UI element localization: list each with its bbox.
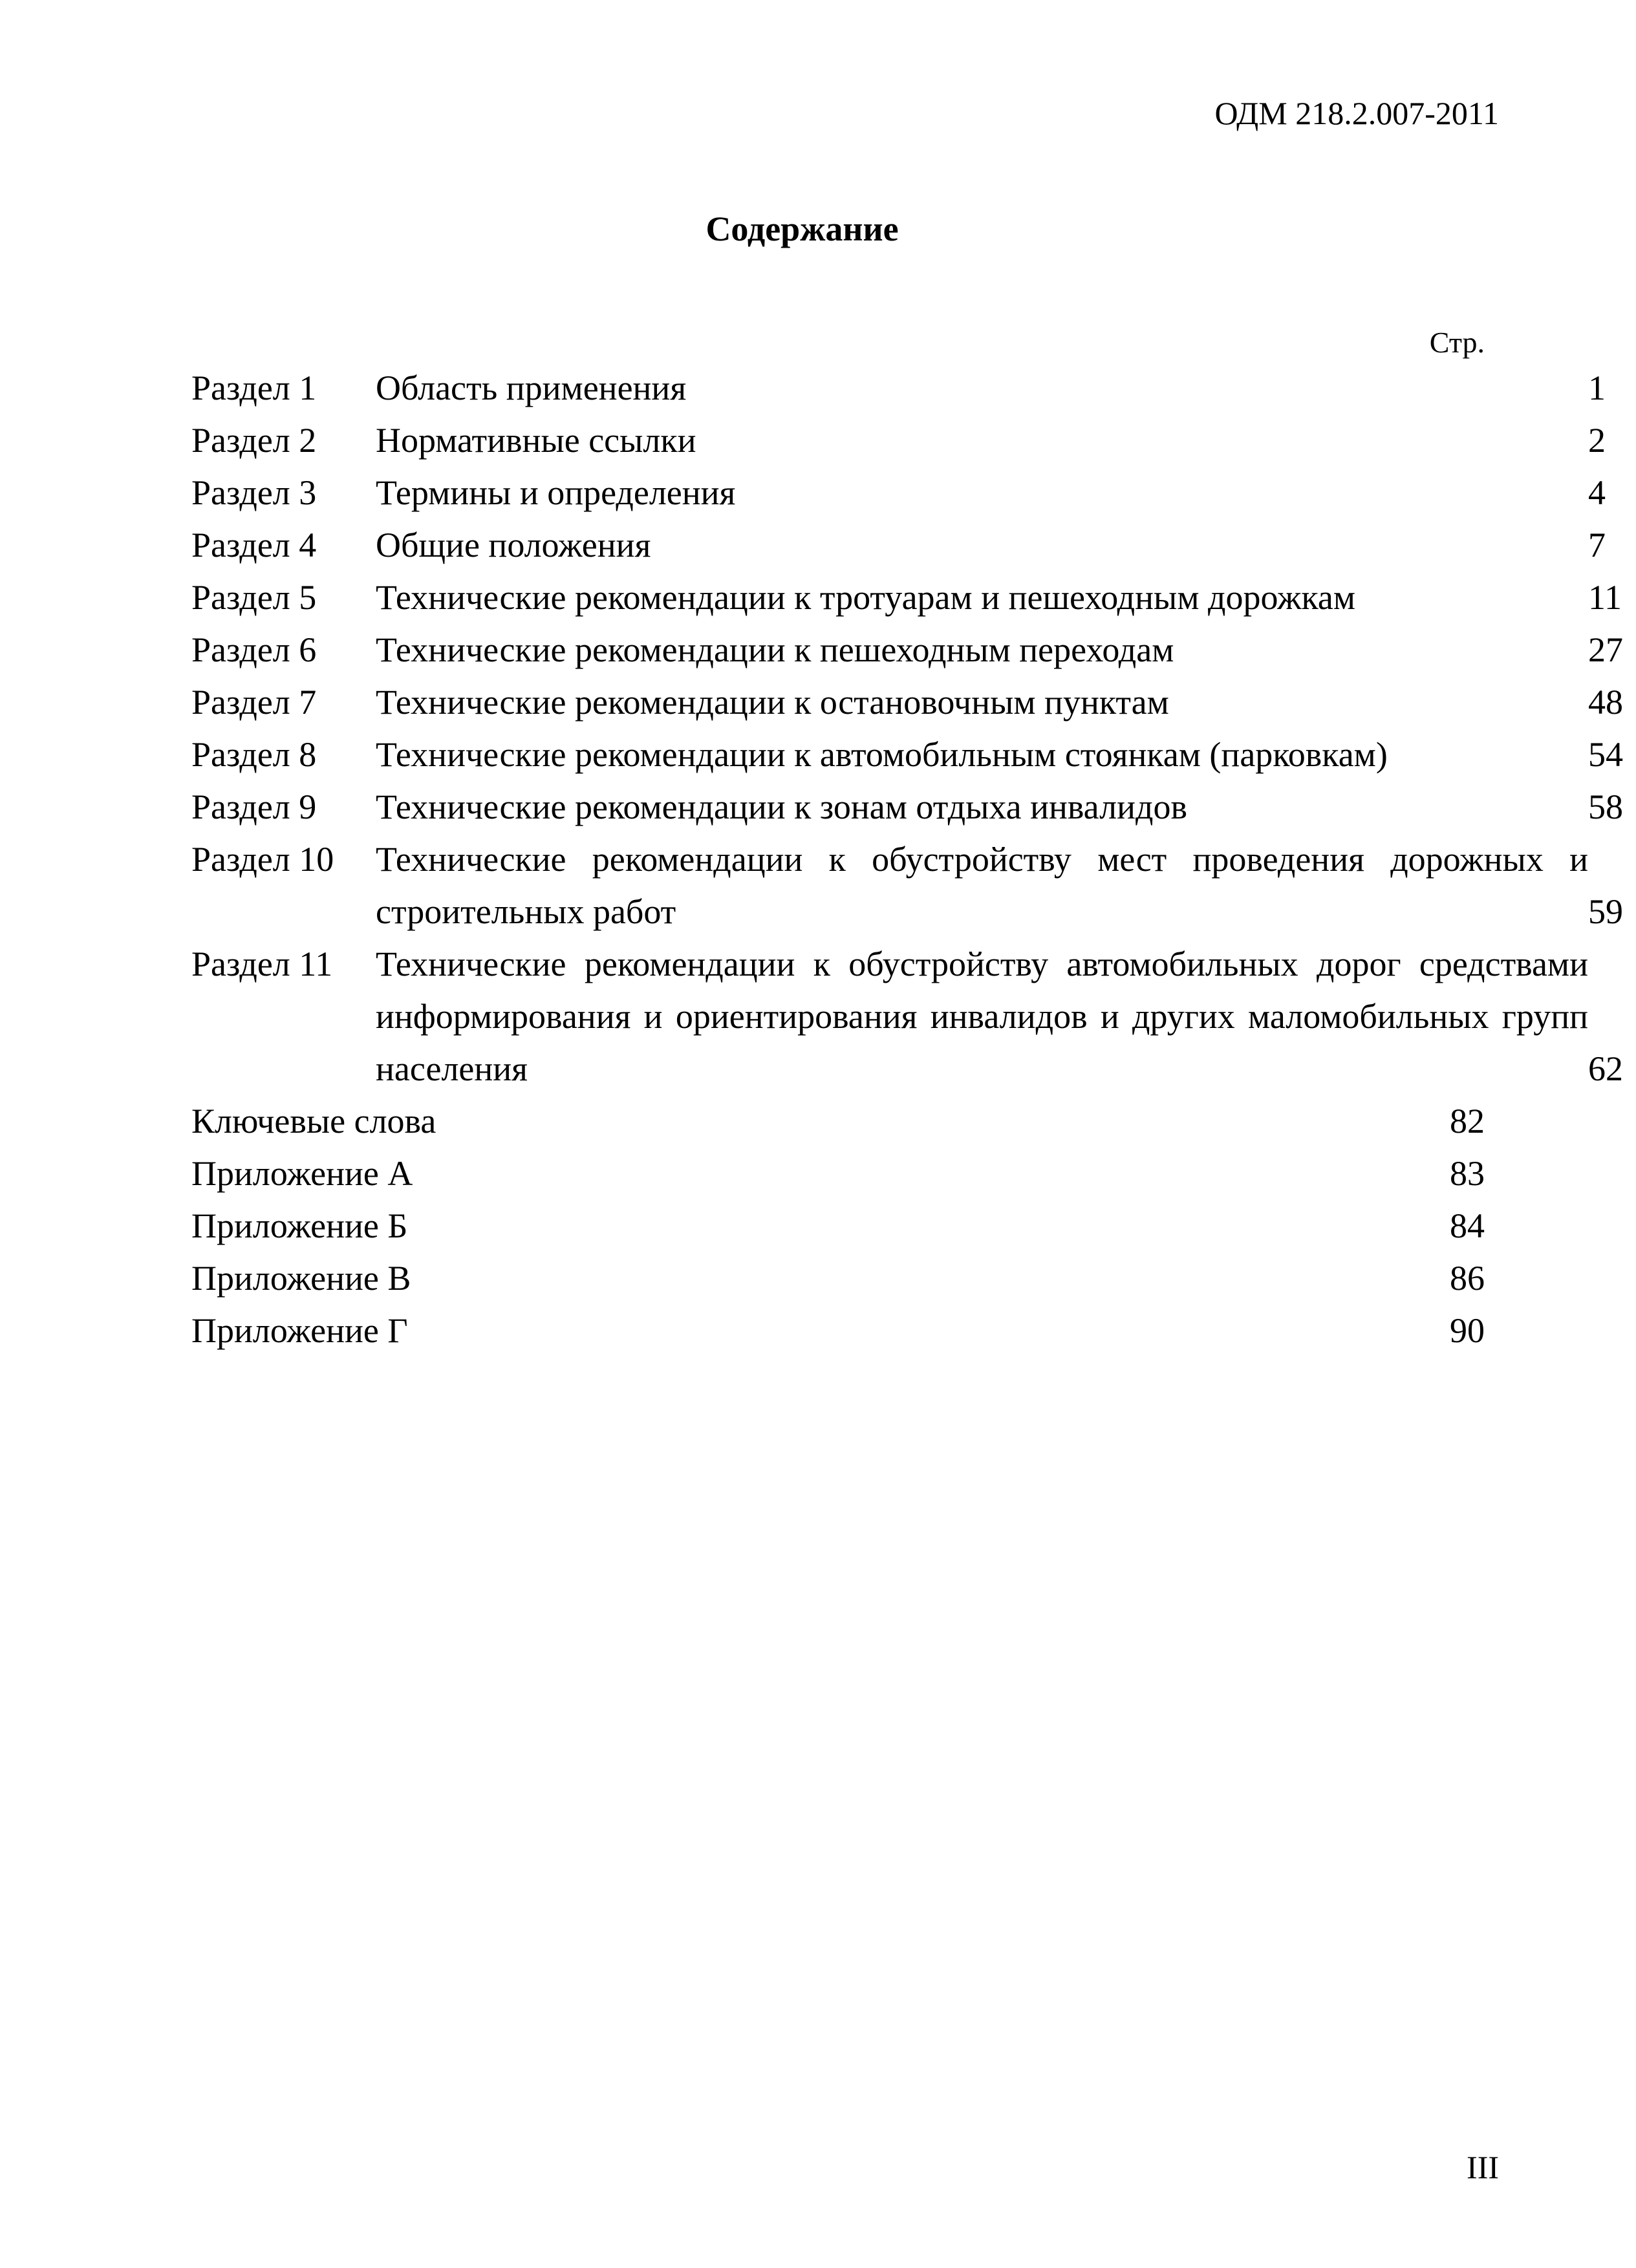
toc-entry-section: Раздел 6 bbox=[191, 630, 317, 669]
toc-entry-page: 62 bbox=[1588, 1049, 1623, 1088]
toc-entry[interactable] bbox=[191, 781, 1623, 833]
toc-entry-title: Термины и определения bbox=[376, 473, 736, 512]
toc-entry-page: 7 bbox=[1588, 526, 1606, 564]
toc-appendix-page: 84 bbox=[1450, 1206, 1485, 1245]
toc-entry-title: Технические рекомендации к остановочным пунктам bbox=[376, 683, 1169, 722]
toc-entry-page: 4 bbox=[1588, 473, 1606, 512]
page-column-label: Стр. bbox=[1429, 326, 1485, 359]
document-code: ОДМ 218.2.007-2011 bbox=[1214, 95, 1499, 131]
toc-entry[interactable] bbox=[191, 833, 1623, 938]
toc-entry[interactable] bbox=[191, 519, 1606, 572]
toc-entry-title: Технические рекомендации к тротуарам и пешеходным дорожкам bbox=[376, 578, 1356, 617]
toc-entry-page: 54 bbox=[1588, 735, 1623, 774]
table-of-contents bbox=[191, 323, 1623, 1357]
toc-entry-page: 2 bbox=[1588, 421, 1606, 460]
toc-entry-section: Раздел 8 bbox=[191, 735, 317, 774]
toc-entry-title: Технические рекомендации к обустройству автомобильных дорог средствами информирования и ориентирования инвалидов и других маломобильных групп населения bbox=[376, 945, 1588, 1088]
toc-appendix-entry[interactable] bbox=[191, 1095, 1498, 1148]
toc-entry-title: Нормативные ссылки bbox=[376, 421, 696, 460]
toc-entry[interactable] bbox=[191, 676, 1623, 729]
toc-entry[interactable] bbox=[191, 414, 1606, 467]
toc-entry[interactable] bbox=[191, 362, 1606, 414]
toc-entry-title: Технические рекомендации к обустройству мест проведения дорожных и строительных работ bbox=[376, 840, 1588, 931]
toc-entry-title: Технические рекомендации к пешеходным переходам bbox=[376, 630, 1174, 669]
toc-entry-page: 11 bbox=[1588, 578, 1622, 617]
toc-appendix-page: 90 bbox=[1450, 1311, 1485, 1350]
toc-entry-title: Технические рекомендации к зонам отдыха инвалидов bbox=[376, 787, 1187, 826]
page-title: Содержание bbox=[705, 209, 899, 248]
toc-entry-page: 58 bbox=[1588, 787, 1623, 826]
toc-entry-section: Раздел 3 bbox=[191, 473, 317, 512]
toc-entry-title: Область применения bbox=[376, 369, 687, 407]
toc-entry[interactable] bbox=[191, 572, 1622, 624]
toc-entry-section: Раздел 4 bbox=[191, 526, 317, 564]
toc-entry-section: Раздел 7 bbox=[191, 683, 317, 722]
toc-appendix-title: Приложение В bbox=[191, 1259, 411, 1298]
toc-entry[interactable] bbox=[191, 624, 1623, 676]
toc-entry[interactable] bbox=[191, 467, 1606, 519]
toc-appendix-page: 82 bbox=[1450, 1102, 1485, 1140]
toc-appendix-page: 83 bbox=[1450, 1154, 1485, 1193]
toc-appendix-entry[interactable] bbox=[191, 1148, 1498, 1200]
toc-appendix-page: 86 bbox=[1450, 1259, 1485, 1298]
toc-entry-section: Раздел 11 bbox=[191, 945, 333, 983]
toc-appendix-title: Приложение Б bbox=[191, 1206, 408, 1245]
toc-entry-page: 1 bbox=[1588, 369, 1606, 407]
toc-entry-title: Технические рекомендации к автомобильным стоянкам (парковкам) bbox=[376, 735, 1388, 774]
toc-appendix-entry[interactable] bbox=[191, 1305, 1498, 1357]
toc-entry[interactable] bbox=[191, 938, 1623, 1095]
toc-entry-section: Раздел 10 bbox=[191, 840, 334, 879]
toc-entry-page: 59 bbox=[1588, 892, 1623, 931]
toc-entry-page: 27 bbox=[1588, 630, 1623, 669]
toc-entry-section: Раздел 1 bbox=[191, 369, 317, 407]
toc-entry-section: Раздел 9 bbox=[191, 787, 317, 826]
toc-appendix-title: Ключевые слова bbox=[191, 1102, 436, 1140]
page-number: III bbox=[1467, 2149, 1499, 2185]
toc-appendix-entry[interactable] bbox=[191, 1200, 1498, 1252]
toc-entry-section: Раздел 2 bbox=[191, 421, 317, 460]
toc-appendix-entry[interactable] bbox=[191, 1252, 1498, 1305]
toc-appendix-title: Приложение А bbox=[191, 1154, 413, 1193]
toc-entry-title: Общие положения bbox=[376, 526, 651, 564]
toc-appendix-title: Приложение Г bbox=[191, 1311, 408, 1350]
toc-entry[interactable] bbox=[191, 729, 1623, 781]
toc-entry-page: 48 bbox=[1588, 683, 1623, 722]
toc-entry-section: Раздел 5 bbox=[191, 578, 317, 617]
